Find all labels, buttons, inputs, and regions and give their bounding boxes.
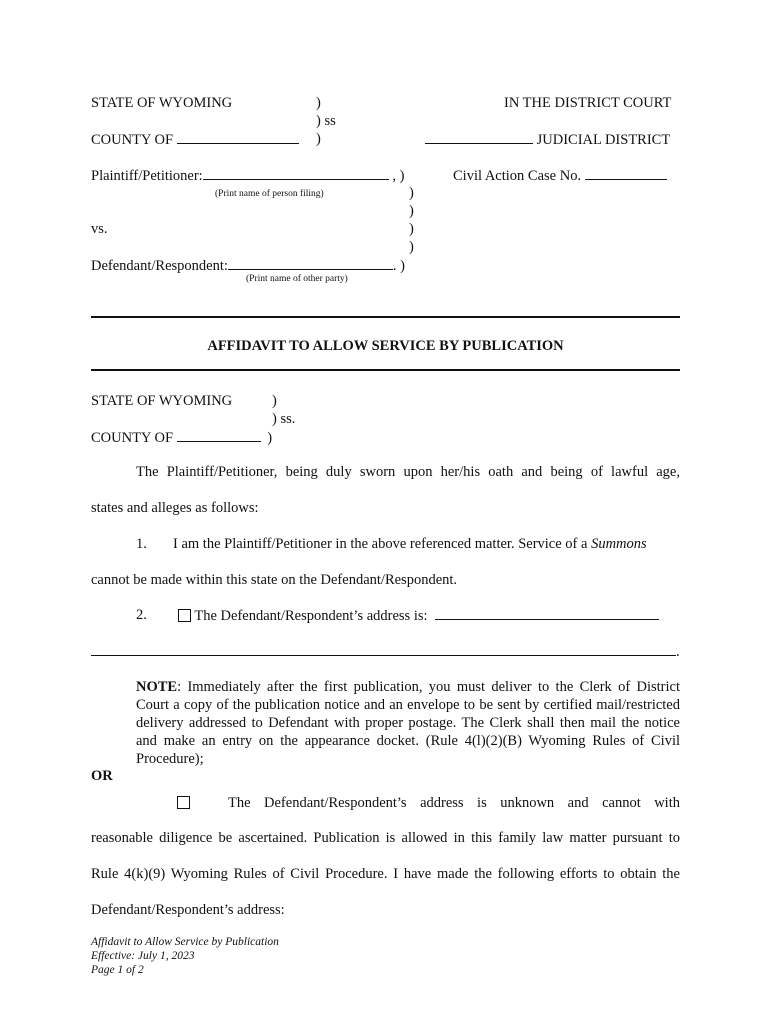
address-known-option (178, 606, 659, 625)
judicial-district (425, 130, 670, 149)
defendant-label: Defendant/Respondent: (91, 258, 228, 274)
caption-county (91, 130, 299, 149)
venue-ss: ) ss. (272, 411, 296, 427)
address-unknown-checkbox[interactable] (177, 796, 190, 809)
title-rule-bottom (91, 369, 680, 371)
item-2-number: 2. (136, 607, 147, 623)
item-1-number: 1. (136, 536, 147, 552)
address-known-label: The Defendant/Respondent’s address is: (194, 608, 428, 624)
note-label: NOTE (136, 679, 178, 695)
caption-paren: ) (409, 239, 414, 255)
venue-state-label: STATE OF WYOMING (91, 393, 233, 409)
item-1-line-2: cannot be made within this state on the Defendant/Respondent. (91, 572, 458, 588)
caption-paren: ) (409, 221, 414, 237)
plaintiff-line: Plaintiff/Petitioner: , ) (91, 168, 405, 184)
court-title: IN THE DISTRICT COURT (504, 95, 672, 111)
versus-label: vs. (91, 221, 108, 237)
note-paragraph (136, 678, 680, 768)
plaintiff-hint: (Print name of person filing) (215, 189, 324, 199)
plaintiff-label: Plaintiff/Petitioner: (91, 168, 203, 184)
caption-ss-text: ss (324, 113, 336, 129)
case-number-field[interactable] (585, 166, 667, 180)
caption-paren: ) (316, 131, 321, 147)
caption-paren: ) (409, 185, 414, 201)
caption-county-label: COUNTY OF (91, 132, 174, 148)
intro-line-2: states and alleges as follows: (91, 500, 259, 516)
item-1-text (173, 535, 647, 553)
defendant-name-field[interactable] (228, 256, 393, 270)
judicial-district-number-field[interactable] (425, 130, 533, 144)
plaintiff-name-field[interactable] (203, 166, 389, 180)
or-label: OR (91, 768, 113, 784)
venue-county: COUNTY OF ) (91, 430, 273, 446)
note-text: : Immediately after the first publication, you must deliver to the Clerk of District Court a copy of the publication notice and an envelope to be sent by certified mail/restricted delivery addressed to Defendant with proper postage. The Clerk shall then mail the notice and make an entry on the appearance docket. (Rule 4(l)(2)(B) Wyoming Rules of Civil Procedure); (136, 679, 680, 767)
county-name-field[interactable] (177, 130, 299, 144)
address-field-1[interactable] (435, 606, 659, 620)
caption-paren: ) (409, 203, 414, 219)
document-title: AFFIDAVIT TO ALLOW SERVICE BY PUBLICATION (207, 338, 564, 354)
item-1-summons: Summons (591, 536, 647, 552)
unknown-line-4: Defendant/Respondent’s address: (91, 902, 285, 918)
footer-effective-date: Effective: July 1, 2023 (91, 950, 195, 962)
caption-paren: ) (316, 95, 321, 111)
intro-line-1: The Plaintiff/Petitioner, being duly sworn upon her/his oath and being of lawful age, (136, 464, 680, 480)
case-number-label: Civil Action Case No. (453, 168, 582, 184)
unknown-line-2: reasonable diligence be ascertained. Publication is allowed in this family law matter pursuant to (91, 830, 680, 846)
address-field-2[interactable] (91, 642, 676, 656)
address-known-checkbox[interactable] (178, 609, 191, 622)
item-1-text-main: I am the Plaintiff/Petitioner in the above referenced matter. Service of a (173, 536, 592, 552)
defendant-hint: (Print name of other party) (246, 274, 348, 284)
footer-form-title: Affidavit to Allow Service by Publication (91, 936, 279, 948)
address-line-2: . (91, 642, 680, 661)
venue-county-field[interactable] (177, 428, 261, 442)
address-unknown-option (177, 794, 190, 812)
defendant-line: Defendant/Respondent: . ) (91, 258, 406, 274)
caption-ss: ) ss (316, 113, 336, 129)
footer-page-number: Page 1 of 2 (91, 964, 144, 976)
judicial-district-label: JUDICIAL DISTRICT (536, 132, 671, 148)
unknown-line-1: The Defendant/Respondent’s address is unknown and cannot with (228, 795, 680, 811)
case-number (453, 166, 667, 185)
caption-state-label: STATE OF WYOMING (91, 95, 233, 111)
unknown-line-3: Rule 4(k)(9) Wyoming Rules of Civil Procedure. I have made the following efforts to obtain the (91, 866, 680, 882)
venue-paren: ) (272, 393, 277, 409)
venue-ss-text: ss. (280, 411, 296, 427)
venue-county-label: COUNTY OF (91, 430, 174, 446)
title-rule-top (91, 316, 680, 318)
